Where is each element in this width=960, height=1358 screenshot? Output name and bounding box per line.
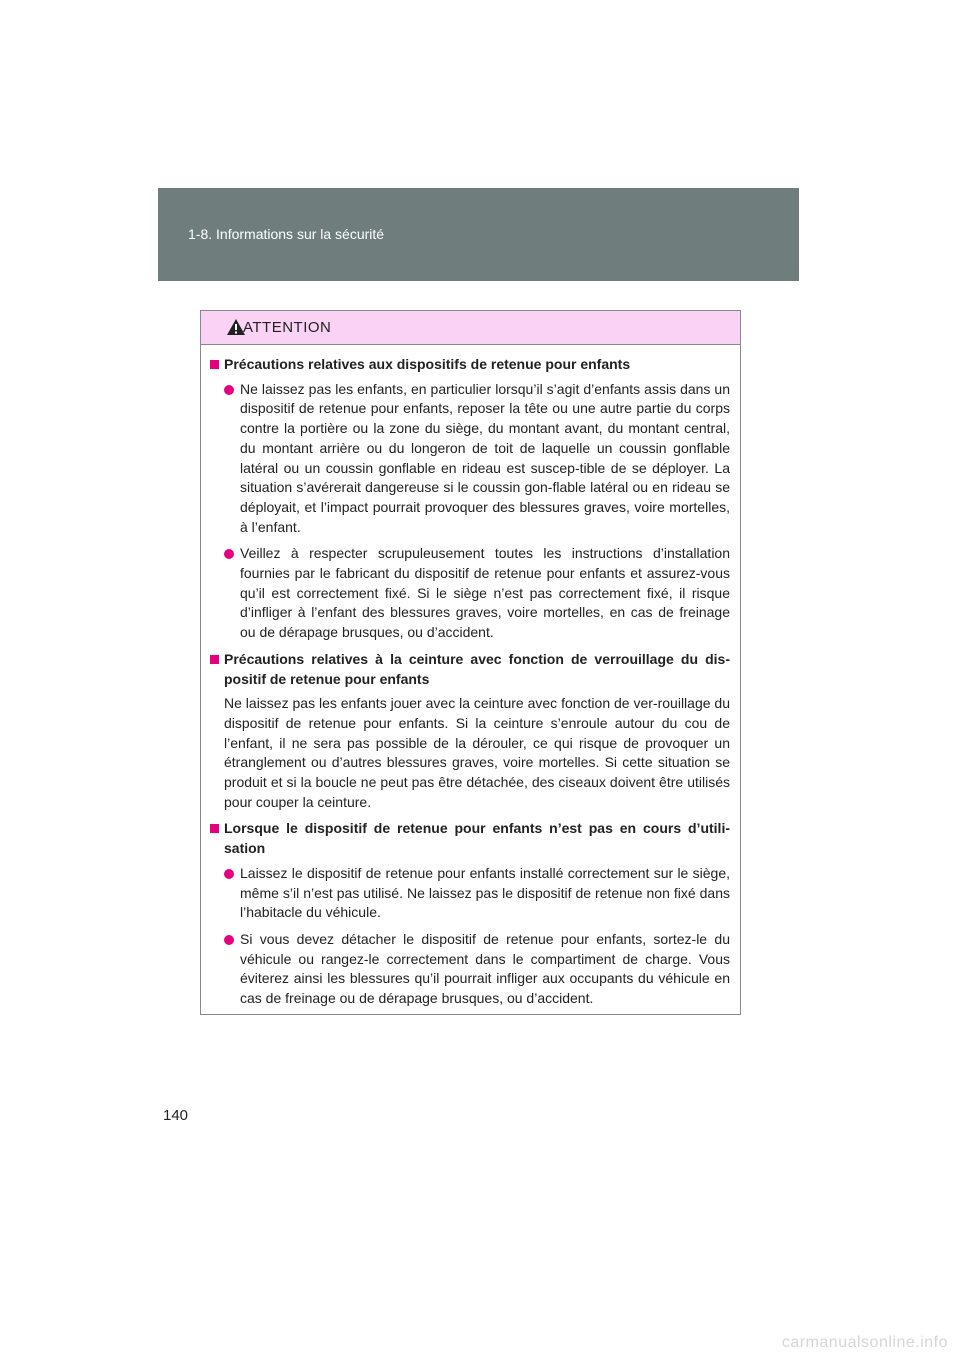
bullet-item xyxy=(210,544,730,643)
pink-dot-icon xyxy=(224,549,234,559)
bullet-item xyxy=(210,930,730,1009)
warning-box xyxy=(200,310,741,1015)
watermark: carmanualsonline.info xyxy=(781,1334,948,1351)
pink-square-icon xyxy=(210,655,219,664)
bullet-item xyxy=(210,864,730,923)
topic-heading xyxy=(210,650,730,689)
warning-header xyxy=(201,311,740,345)
page-number: 140 xyxy=(163,1107,189,1124)
topic-heading-text: Précautions relatives aux dispositifs de retenue pour enfants xyxy=(224,356,631,372)
warning-label: ATTENTION xyxy=(243,319,332,336)
pink-square-icon xyxy=(210,824,219,833)
pink-dot-icon xyxy=(224,385,234,395)
topic-heading xyxy=(210,355,730,375)
pink-dot-icon xyxy=(224,935,234,945)
bullet-text: Si vous devez détacher le dispositif de retenue pour enfants, sortez-le du véhicule ou rangez-le correctement dans le compartiment de charge. Vous éviterez ainsi les blessures qu’il pourrait infliger aux occupants du véhicule en cas de freinage ou de dérapage brusques, ou d’accident. xyxy=(240,930,730,1007)
warning-body xyxy=(201,345,740,1009)
bullet-text: Ne laissez pas les enfants, en particulier lorsqu’il s’agit d’enfants assis dans un dispositif de retenue pour enfants, reposer la tête ou une autre partie du corps contre la portière ou la zone du siège, du montant avant, du montant central, du montant arrière ou du longeron de toit de laquelle un coussin gonflable latéral ou un coussin gonflable en rideau est suscep-tible de se déployer. La situation s’avérerait dangereuse si le coussin gon-flable latéral ou en rideau se déployait, et l’impact pourrait provoquer des blessures graves, voire mortelles, à l’enfant. xyxy=(240,380,730,535)
section-title: 1-8. Informations sur la sécurité xyxy=(188,226,385,242)
bullet-text: Laissez le dispositif de retenue pour enfants installé correctement sur le siège, même s’il n’est pas utilisé. Ne laissez pas le dispositif de retenue non fixé dans l’habitacle du véhicule. xyxy=(240,864,730,921)
pink-square-icon xyxy=(210,360,219,369)
pink-dot-icon xyxy=(224,869,234,879)
bullet-item xyxy=(210,380,730,538)
topic-heading xyxy=(210,819,730,858)
section-header-band xyxy=(158,188,799,281)
bullet-text: Veillez à respecter scrupuleusement toutes les instructions d’installation fournies par le fabricant du dispositif de retenue pour enfants et assurez-vous qu’il est correctement fixé. Si le siège n’est pas correctement fixé, il risque d’infliger à l’enfant des blessures graves, voire mortelles, en cas de freinage ou de dérapage brusques, ou d’accident. xyxy=(240,545,730,641)
topic-heading-text: Lorsque le dispositif de retenue pour enfants n’est pas en cours d’utili-sation xyxy=(224,820,730,857)
topic-heading-text: Précautions relatives à la ceinture avec fonction de verrouillage du dis-positif de retenue pour enfants xyxy=(224,650,730,687)
paragraph: Ne laissez pas les enfants jouer avec la ceinture avec fonction de ver-rouillage du dispositif de retenue pour enfants. Si la ceinture s’enroule autour du cou de l’enfant, il ne sera pas possible de la dérouler, ce qui risque de provoquer un étranglement ou d’autres blessures graves, voire mortelles. Si cette situation se produit et si la boucle ne peut pas être détachée, des ciseaux doivent être utilisés pour couper la ceinture. xyxy=(224,695,730,810)
